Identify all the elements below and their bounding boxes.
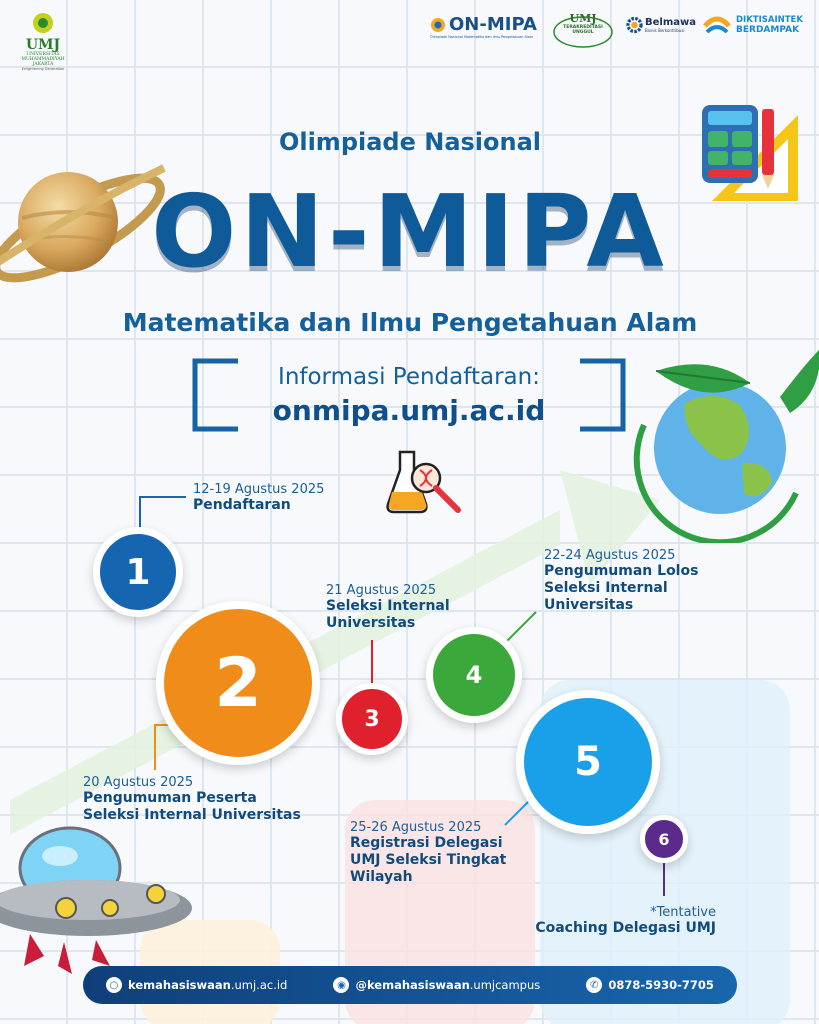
- footer-instagram-bold: @kemahasiswaan: [355, 978, 470, 992]
- step-circle-4: [426, 627, 522, 723]
- umj-unggul-sub: TERAKREDITASI UNGGUL: [563, 25, 603, 35]
- step-4-label: [544, 548, 698, 614]
- step-circle-3: [336, 683, 408, 755]
- step-1-label: [193, 482, 324, 514]
- instagram-icon: ◉: [333, 977, 349, 993]
- step-number-3: 3: [364, 706, 380, 732]
- footer-instagram-rest: .umjcampus: [469, 978, 541, 992]
- step-4-title: Pengumuman Lolos Seleksi Internal Universitas: [544, 563, 699, 613]
- berdampak-text: BERDAMPAK: [736, 25, 800, 35]
- globe-icon: ○: [106, 977, 122, 993]
- step-2-label: [83, 775, 301, 824]
- step-5-label: [350, 820, 506, 886]
- subtitle: Matematika dan Ilmu Pengetahuan Alam: [122, 308, 698, 337]
- step-3-label: [326, 583, 450, 632]
- step-circle-2: [156, 601, 320, 765]
- diktisaintek-text: DIKTISAINTEK: [736, 15, 803, 25]
- belmawa-sub: Bisnis Berkontribusi: [645, 28, 685, 33]
- step-3-date: 21 Agustus 2025: [326, 583, 437, 598]
- umj-logo-text: UMJ: [25, 37, 61, 53]
- step-2-date: 20 Agustus 2025: [83, 775, 194, 790]
- step-3-title: Seleksi Internal Universitas: [326, 598, 450, 631]
- step-circle-6: [640, 815, 688, 863]
- footer-phone-text: 0878-5930-7705: [608, 978, 714, 992]
- onmipa-logo-sub: Olimpiade Nasional Matematika dan Ilmu Pengetahuan Alam: [430, 35, 534, 39]
- step-4-date: 22-24 Agustus 2025: [544, 548, 676, 563]
- umj-logo-tagline: Enlightening Generation: [21, 67, 65, 71]
- step-2-title: Pengumuman Peserta Seleksi Internal Universitas: [83, 790, 301, 823]
- registration-label: Informasi Pendaftaran:: [278, 364, 540, 390]
- step-1-title: Pendaftaran: [193, 497, 291, 513]
- step-6-date: *Tentative: [650, 905, 716, 920]
- step-1-date: 12-19 Agustus 2025: [193, 482, 325, 497]
- umj-logo-sub: UNIVERSITAS MUHAMMADIYAH JAKARTA: [21, 52, 65, 67]
- step-number-5: 5: [574, 739, 602, 785]
- step-number-2: 2: [214, 643, 262, 723]
- step-circle-5: [516, 690, 660, 834]
- onmipa-logo-text: ON-MIPA: [449, 14, 537, 35]
- pretitle: Olimpiade Nasional: [278, 128, 542, 156]
- step-5-title: Registrasi Delegasi UMJ Seleksi Tingkat Wilayah: [350, 835, 507, 885]
- footer-website[interactable]: [106, 977, 287, 993]
- step-number-1: 1: [125, 551, 151, 593]
- whatsapp-icon: ✆: [586, 977, 602, 993]
- step-5-date: 25-26 Agustus 2025: [350, 820, 482, 835]
- registration-url[interactable]: onmipa.umj.ac.id: [272, 394, 546, 427]
- contact-footer: [83, 966, 737, 1004]
- umj-unggul-text: UMJ: [569, 12, 597, 25]
- step-number-4: 4: [465, 661, 483, 689]
- main-title: ON-MIPA: [151, 173, 668, 290]
- belmawa-text: Belmawa: [645, 17, 696, 28]
- footer-website-bold: kemahasiswaan: [128, 978, 231, 992]
- footer-instagram[interactable]: [333, 977, 540, 993]
- step-6-label: [520, 905, 716, 937]
- footer-website-rest: .umj.ac.id: [230, 978, 288, 992]
- footer-phone[interactable]: [586, 977, 714, 993]
- step-number-6: 6: [658, 829, 670, 849]
- step-6-title: Coaching Delegasi UMJ: [535, 920, 716, 936]
- step-circle-1: [93, 527, 183, 617]
